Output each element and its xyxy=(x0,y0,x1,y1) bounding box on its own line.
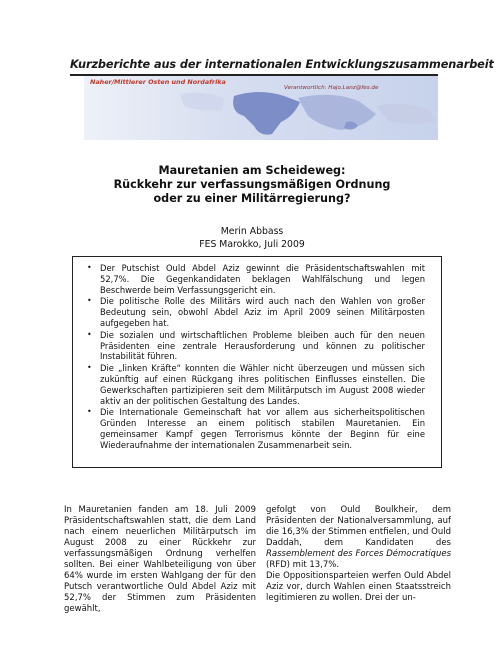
title-line-3: oder zu einer Militärregierung? xyxy=(153,192,351,205)
bullet-icon: • xyxy=(87,329,92,339)
summary-item-text: Die politische Rolle des Militärs wird auch nach den Wahlen von großer Bedeutung sein, obwohl Abdel Aziz im April 2009 seinen Militärposten aufgegeben hat. xyxy=(100,296,425,328)
party-name: Rassemblement des Forces Démocratiques xyxy=(266,549,451,559)
author-block xyxy=(40,226,464,251)
bullet-icon: • xyxy=(87,363,92,373)
header-banner xyxy=(84,76,438,140)
summary-list xyxy=(85,263,425,452)
series-title: Kurzberichte aus der internationalen Entwicklungszusammenarbeit xyxy=(70,58,494,71)
author-affiliation: FES Marokko, Juli 2009 xyxy=(199,238,305,250)
summary-item-text: Die Internationale Gemeinschaft hat vor allem aus sicherheitspolitischen Gründen Interesse an einem politisch stabilen Mauretanien. Ein gemeinsamer Kampf gegen Terrorismus könnte der Beginn für eine Wiederaufnahme der internationalen Zusammenarbeit sein. xyxy=(100,407,425,450)
summary-item xyxy=(85,330,425,362)
author-name: Merin Abbass xyxy=(220,226,284,237)
region-label: Naher/Mittlerer Osten und Nordafrika xyxy=(90,78,226,86)
bullet-icon: • xyxy=(87,263,92,272)
body-right-text: gefolgt von Ould Boulkheir, dem Präsidenten der Nationalversammlung, auf die 16,3% der Stimmen entfielen, und Ould Daddah, dem Kandidaten des xyxy=(266,505,451,548)
title-line-2: Rückkehr zur verfassungsmäßigen Ordnung xyxy=(113,178,391,191)
summary-item-text: Der Putschist Ould Abdel Aziz gewinnt die Präsidentschaftswahlen mit 52,7%. Die Gegenkandidaten beklagen Wahlfälschung und legen Beschwerde beim Verfassungsgericht ein. xyxy=(100,263,425,295)
body-right-text: (RFD) mit 13,7%. xyxy=(266,560,340,570)
body-column-left: In Mauretanien fanden am 18. Juli 2009 Präsidentschaftswahlen statt, die dem Land nach einem neuerlichen Militärputsch im August 2008 zu einer Rückkehr zur verfassungsmäßigen Ordnung verhelfen sollten. Bei einer Wahlbeteiligung von über 64% wurde im ersten Wahlgang der für den Putsch verantwortliche Ould Abdel Aziz mit 52,7% der Stimmen zum Präsidenten gewählt, xyxy=(64,505,256,614)
summary-item-text: Die sozialen und wirtschaftlichen Probleme bleiben auch für den neuen Präsidenten eine zentrale Herausforderung und können zu politischer Instabilität führen. xyxy=(100,329,425,362)
summary-box xyxy=(72,256,442,468)
page-title xyxy=(40,164,464,206)
body-right-paragraph: Die Oppositionsparteien werfen Ould Abdel Aziz vor, durch Wahlen einen Staatsstreich legitimieren zu wollen. Drei der un- xyxy=(266,571,451,603)
body-column-right xyxy=(266,505,451,604)
bullet-icon: • xyxy=(87,296,92,306)
summary-item xyxy=(85,296,425,328)
bullet-icon: • xyxy=(87,407,92,417)
summary-item xyxy=(85,263,425,295)
summary-item-text: Die „linken Kräfte“ konnten die Wähler nicht überzeugen und müssen sich zukünftig auf einen Rückgang ihres politischen Einflusses einstellen. Die Gewerkschaften partizipieren seit dem Militärputsch im August 2008 wieder aktiv an der politischen Gestaltung des Landes. xyxy=(100,363,425,406)
summary-item xyxy=(85,407,425,450)
contact-label: Verantwortlich: Hajo.Lanz@fes.de xyxy=(284,85,379,91)
summary-item xyxy=(85,363,425,406)
title-line-1: Mauretanien am Scheideweg: xyxy=(158,164,346,177)
